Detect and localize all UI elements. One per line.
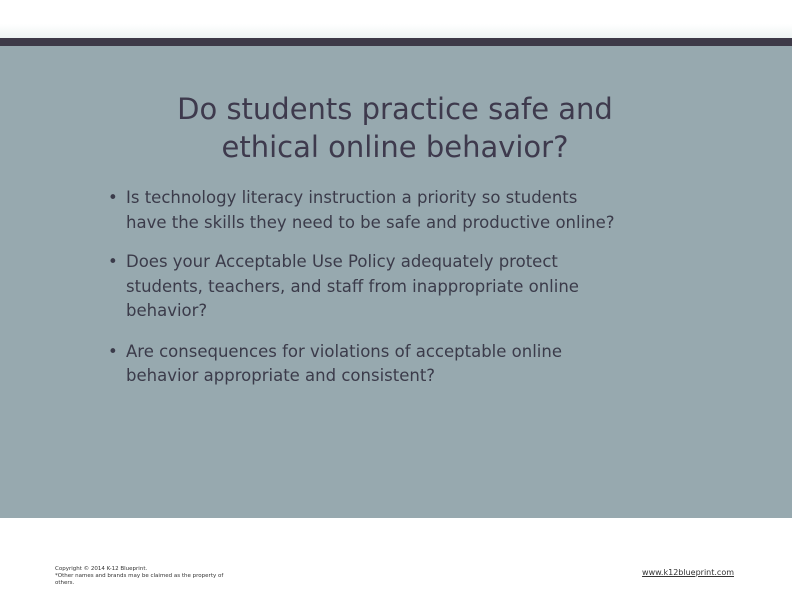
bullet-text-line: behavior appropriate and consistent?	[126, 366, 436, 385]
copyright-line-3: others.	[55, 580, 75, 586]
top-strip-gradient	[0, 24, 792, 38]
bullet-text-line: have the skills they need to be safe and productive online?	[126, 212, 615, 232]
top-strip	[0, 0, 792, 38]
bullet-dot-icon: •	[108, 188, 118, 207]
copyright-line-2: *Other names and brands may be claimed as the property of	[55, 573, 224, 579]
bullet-text-line: students, teachers, and staff from inappropriate online	[126, 276, 579, 296]
slide-title	[95, 90, 695, 166]
top-accent-bar	[0, 38, 792, 46]
bullet-text-line: Does your Acceptable Use Policy adequately protect	[126, 252, 558, 271]
bullet-item	[108, 186, 688, 235]
bullet-dot-icon: •	[108, 252, 118, 271]
bullet-item	[108, 250, 688, 324]
bullet-text-line: Is technology literacy instruction a priority so students	[126, 188, 578, 207]
bullet-dot-icon: •	[108, 341, 118, 361]
copyright-line-1: Copyright © 2014 K-12 Blueprint.	[55, 566, 148, 572]
bullet-item	[108, 340, 688, 389]
bullet-list	[108, 186, 688, 389]
footer-copyright	[55, 566, 235, 587]
bullet-text-line: behavior?	[126, 301, 208, 320]
slide-title-line-2: ethical online behavior?	[221, 130, 569, 164]
slide-title-line-1: Do students practice safe and	[177, 92, 613, 126]
bullet-text-line: Are consequences for violations of acceptable online	[126, 341, 562, 361]
website-link[interactable]: www.k12blueprint.com	[642, 568, 734, 577]
